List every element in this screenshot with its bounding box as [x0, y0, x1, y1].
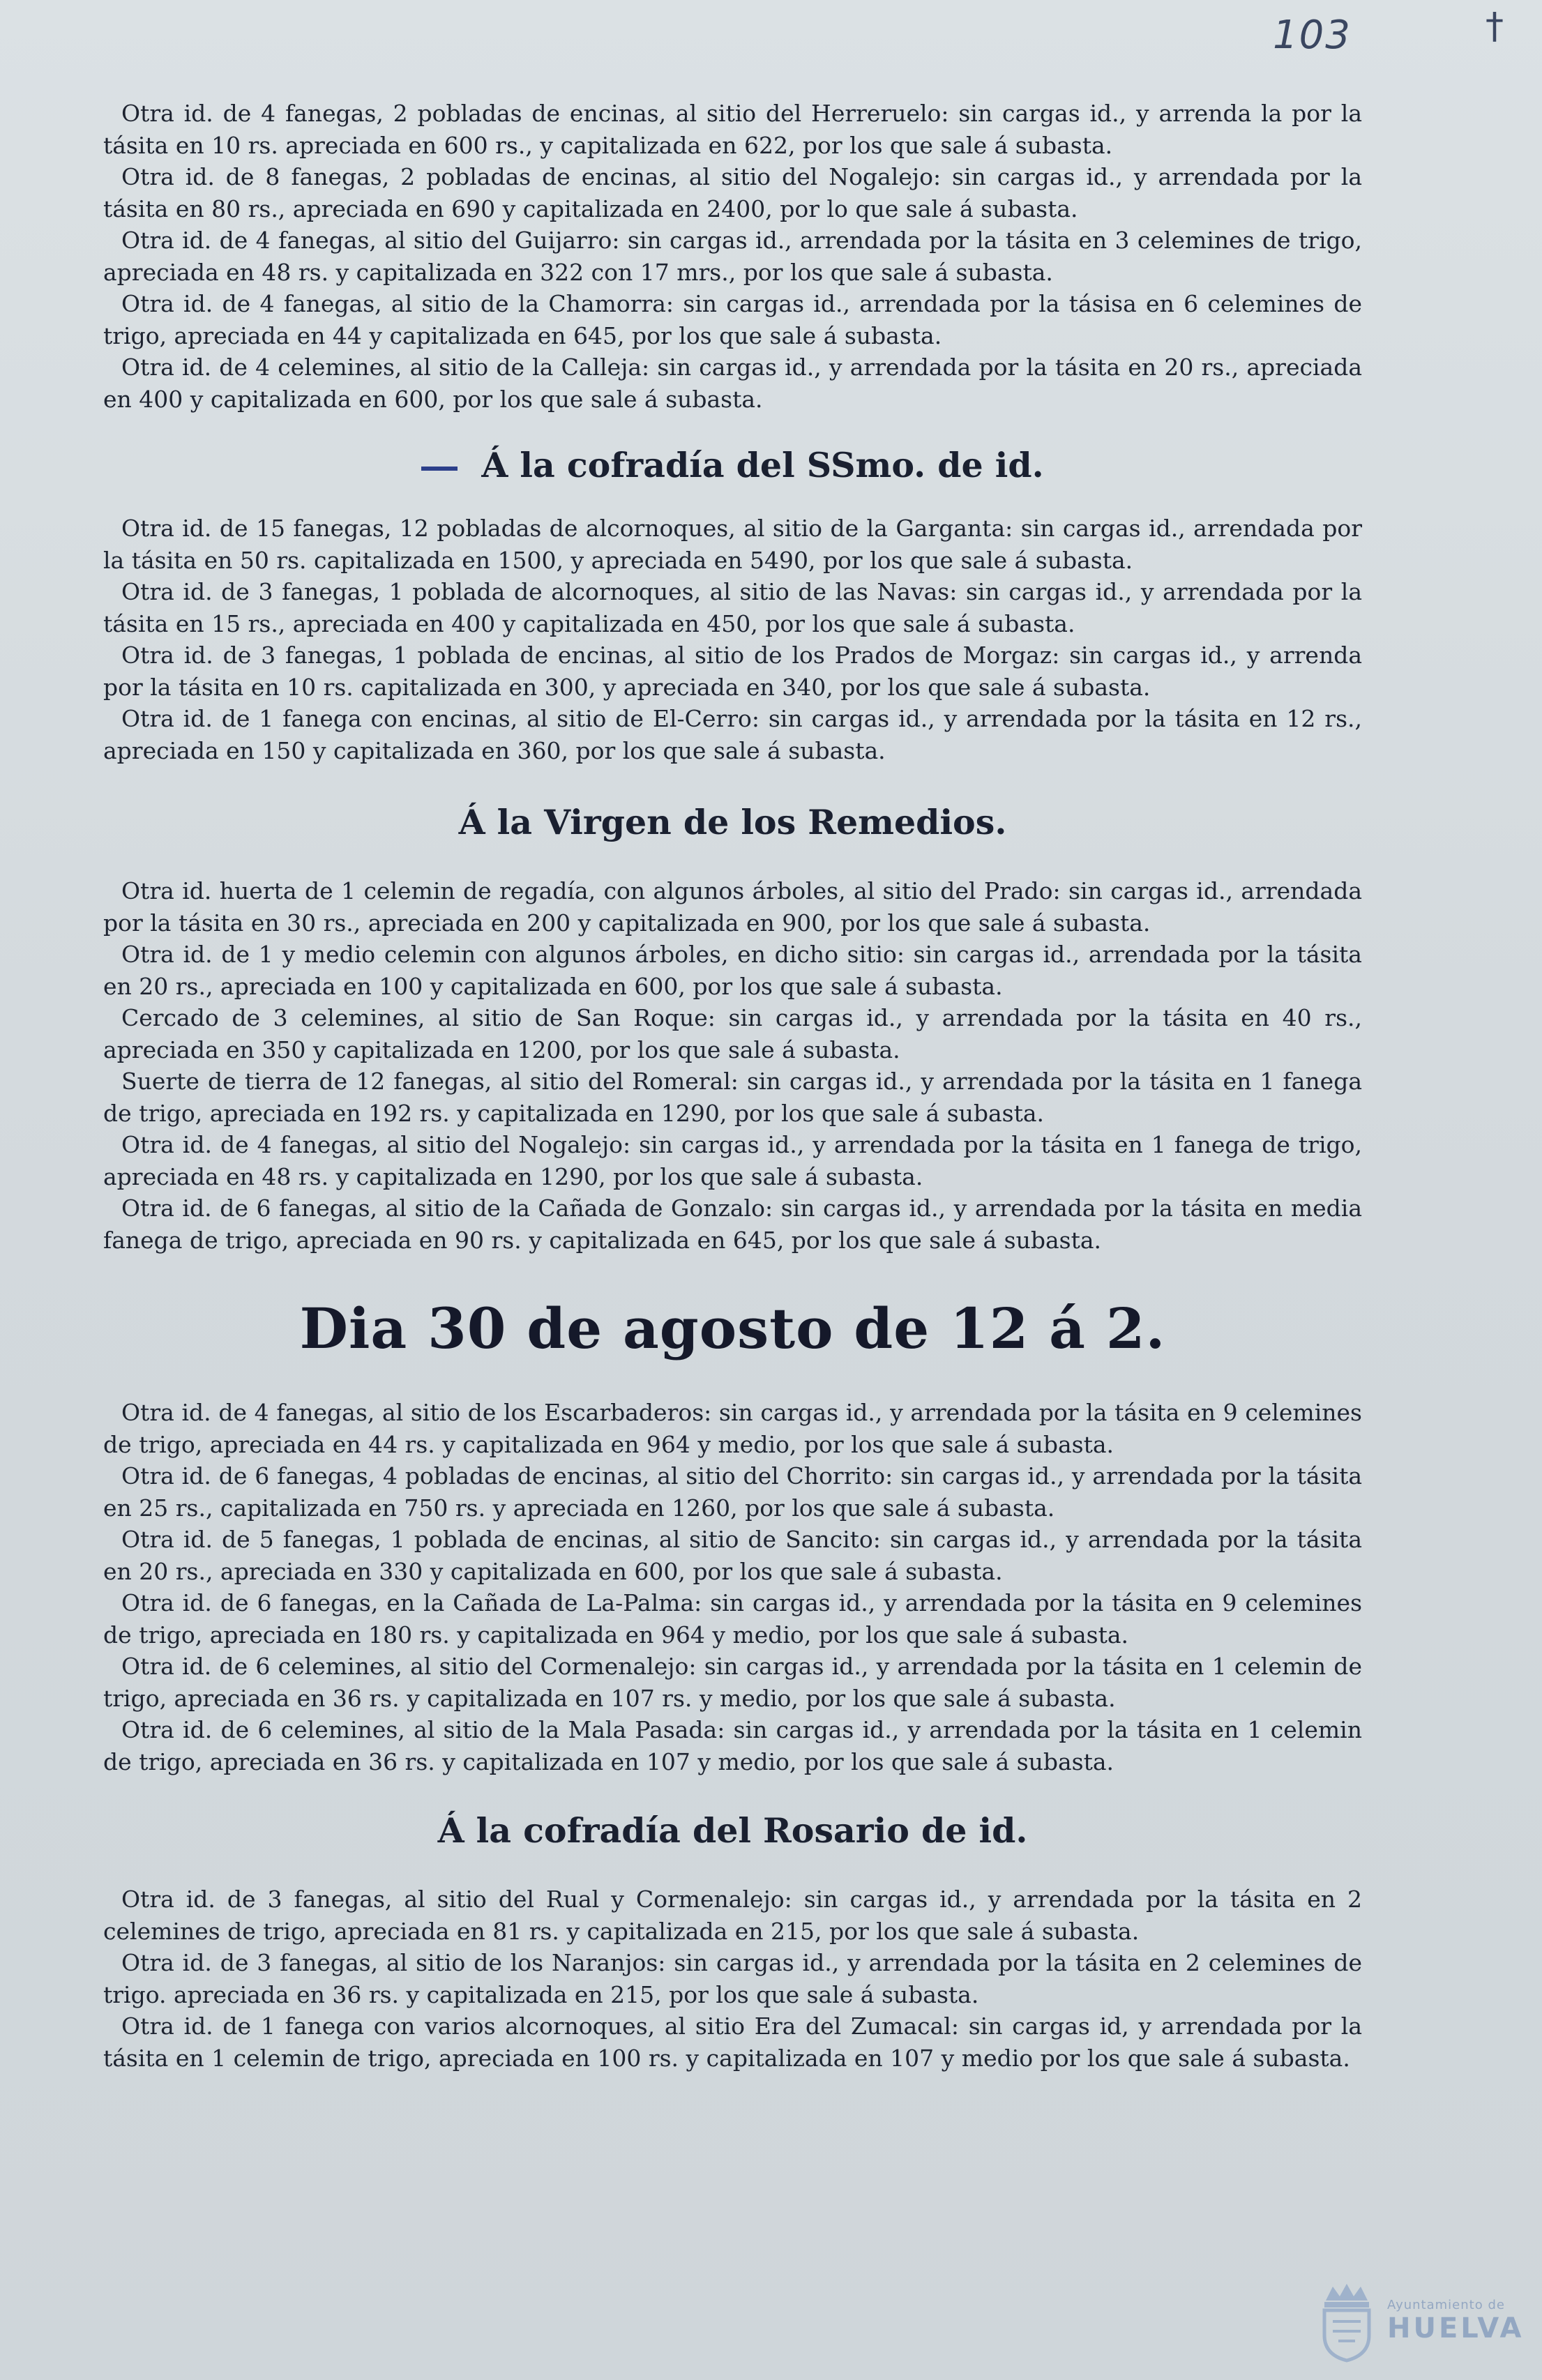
entry-san-roque: Cercado de 3 celemines, al sitio de San Roque: sin cargas id., y arrendada por la tásita en 40 rs., apreciada en 350 y capitalizada en 1200, por los que sale á subasta.: [103, 1004, 1362, 1063]
initial-entries: [103, 98, 1362, 415]
entry-rual-cormenalejo: Otra id. de 3 fanegas, al sitio del Rual y Cormenalejo: sin cargas id., y arrendada por la tásita en 2 celemines de trigo, apreciada en 81 rs. y capitalizada en 215, por los que sale á subasta.: [103, 1886, 1362, 1945]
entry-escarbaderos: Otra id. de 4 fanegas, al sitio de los Escarbaderos: sin cargas id., y arrendada por la tásita en 9 celemines de trigo, apreciada en 44 rs. y capitalizada en 964 y medio, por los que sale á subasta.: [103, 1399, 1362, 1458]
virgen-remedios-entries: [103, 875, 1362, 1256]
entry-canada-la-palma: Otra id. de 6 fanegas, en la Cañada de La-Palma: sin cargas id., y arrendada por la tásita en 9 celemines de trigo, apreciada en 180 rs. y capitalizada en 964 y medio, por los que sale á subasta.: [103, 1589, 1362, 1648]
entry-mala-pasada: Otra id. de 6 celemines, al sitio de la Mala Pasada: sin cargas id., y arrendada por la tásita en 1 celemin de trigo, apreciada en 36 rs. y capitalizada en 107 y medio, por los que sale á subasta.: [103, 1716, 1362, 1775]
entry-chamorra: Otra id. de 4 fanegas, al sitio de la Chamorra: sin cargas id., arrendada por la tásisa en 6 celemines de trigo, apreciada en 44 y capitalizada en 645, por los que sale á subasta.: [103, 290, 1362, 349]
heading-virgen-remedios: Á la Virgen de los Remedios.: [458, 802, 1007, 842]
entry-nogalejo: Otra id. de 8 fanegas, 2 pobladas de encinas, al sitio del Nogalejo: sin cargas id., y arrendada por la tásita en 80 rs., apreciada en 690 y capitalizada en 2400, por lo que sale á subasta.: [103, 163, 1362, 222]
entry-el-cerro: Otra id. de 1 fanega con encinas, al sitio de El-Cerro: sin cargas id., y arrendada por la tásita en 12 rs., apreciada en 150 y capitalizada en 360, por los que sale á subasta.: [103, 705, 1362, 764]
entry-navas: Otra id. de 3 fanegas, 1 poblada de alcornoques, al sitio de las Navas: sin cargas id., y arrendada por la tásita en 15 rs., apreciada en 400 y capitalizada en 450, por los que sale á subasta.: [103, 578, 1362, 637]
entry-prado-celemin: Otra id. de 1 y medio celemin con algunos árboles, en dicho sitio: sin cargas id., arrendada por la tásita en 20 rs., apreciada en 100 y capitalizada en 600, por los que sale á subasta.: [103, 941, 1362, 1000]
entry-prado-huerta: Otra id. huerta de 1 celemin de regadía, con algunos árboles, al sitio del Prado: sin cargas id., arrendada por la tásita en 30 rs., apreciada en 200 y capitalizada en 900, por los que sale á subasta.: [103, 877, 1362, 937]
heading-cofradia-ssmo: [103, 443, 1362, 487]
dash-mark: [421, 467, 458, 471]
dia-30-entries: [103, 1397, 1362, 1778]
watermark-text: [1387, 2298, 1524, 2344]
entry-cormenalejo: Otra id. de 6 celemines, al sitio del Cormenalejo: sin cargas id., y arrendada por la tásita en 1 celemin de trigo, apreciada en 36 rs. y capitalizada en 107 rs. y medio, por los que sale á subasta.: [103, 1653, 1362, 1712]
entry-naranjos: Otra id. de 3 fanegas, al sitio de los Naranjos: sin cargas id., y arrendada por la tásita en 2 celemines de trigo. apreciada en 36 rs. y capitalizada en 215, por los que sale á subasta.: [103, 1949, 1362, 2008]
cofradia-ssmo-entries: [103, 513, 1362, 766]
cofradia-rosario-entries: [103, 1883, 1362, 2074]
heading-dia-30-agosto: Dia 30 de agosto de 12 á 2.: [299, 1296, 1166, 1361]
heading-cofradia-ssmo-text: Á la cofradía del SSmo. de id.: [481, 445, 1044, 485]
entry-prados-morgaz: Otra id. de 3 fanegas, 1 poblada de encinas, al sitio de los Prados de Morgaz: sin cargas id., y arrenda por la tásita en 10 rs. capitalizada en 300, y apreciada en 340, por los que sale á subasta.: [103, 642, 1362, 701]
watermark-big-text: HUELVA: [1387, 2312, 1525, 2344]
entry-chorrito: Otra id. de 6 fanegas, 4 pobladas de encinas, al sitio del Chorrito: sin cargas id., y arrendada por la tásita en 25 rs., capitalizada en 750 rs. y apreciada en 1260, por los que sale á subasta.: [103, 1462, 1362, 1522]
entry-sancito: Otra id. de 5 fanegas, 1 poblada de encinas, al sitio de Sancito: sin cargas id., y arrendada por la tásita en 20 rs., apreciada en 330 y capitalizada en 600, por los que sale á subasta.: [103, 1526, 1362, 1585]
entry-romeral: Suerte de tierra de 12 fanegas, al sitio del Romeral: sin cargas id., y arrendada por la tásita en 1 fanega de trigo, apreciada en 192 rs. y capitalizada en 1290, por los que sale á subasta.: [103, 1068, 1362, 1127]
entry-era-zumacal: Otra id. de 1 fanega con varios alcornoques, al sitio Era del Zumacal: sin cargas id, y arrendada por la tásita en 1 celemin de trigo, apreciada en 100 rs. y capitalizada en 107 y medio por los que sale á subasta.: [103, 2013, 1362, 2072]
entry-canada-gonzalo: Otra id. de 6 fanegas, al sitio de la Cañada de Gonzalo: sin cargas id., y arrendada por la tásita en media fanega de trigo, apreciada en 90 rs. y capitalizada en 645, por los que sale á subasta.: [103, 1195, 1362, 1254]
entry-herreruelo: Otra id. de 4 fanegas, 2 pobladas de encinas, al sitio del Herreruelo: sin cargas id., y arrenda la por la tásita en 10 rs. apreciada en 600 rs., y capitalizada en 622, por los que sale á subasta.: [103, 100, 1362, 159]
entry-guijarro: Otra id. de 4 fanegas, al sitio del Guijarro: sin cargas id., arrendada por la tásita en 3 celemines de trigo, apreciada en 48 rs. y capitalizada en 322 con 17 mrs., por los que sale á subasta.: [103, 227, 1362, 286]
watermark-ayuntamiento-huelva: [1312, 2280, 1525, 2363]
folio-mark: †: [1486, 6, 1504, 47]
entry-calleja: Otra id. de 4 celemines, al sitio de la Calleja: sin cargas id., y arrendada por la tásita en 20 rs., apreciada en 400 y capitalizada en 600, por los que sale á subasta.: [103, 354, 1362, 413]
watermark-small-text: Ayuntamiento de: [1387, 2298, 1505, 2312]
heading-cofradia-rosario: Á la cofradía del Rosario de id.: [437, 1810, 1028, 1851]
entry-garganta: Otra id. de 15 fanegas, 12 pobladas de alcornoques, al sitio de la Garganta: sin cargas id., arrendada por la tásita en 50 rs. capitalizada en 1500, y apreciada en 5490, por los que sale á subasta.: [103, 515, 1362, 574]
huelva-seal-icon: [1312, 2280, 1382, 2363]
document-body: [103, 98, 1362, 2074]
entry-nogalejo-trigo: Otra id. de 4 fanegas, al sitio del Nogalejo: sin cargas id., y arrendada por la tásita en 1 fanega de trigo, apreciada en 48 rs. y capitalizada en 1290, por los que sale á subasta.: [103, 1131, 1362, 1190]
folio-number: 103: [1273, 13, 1352, 58]
